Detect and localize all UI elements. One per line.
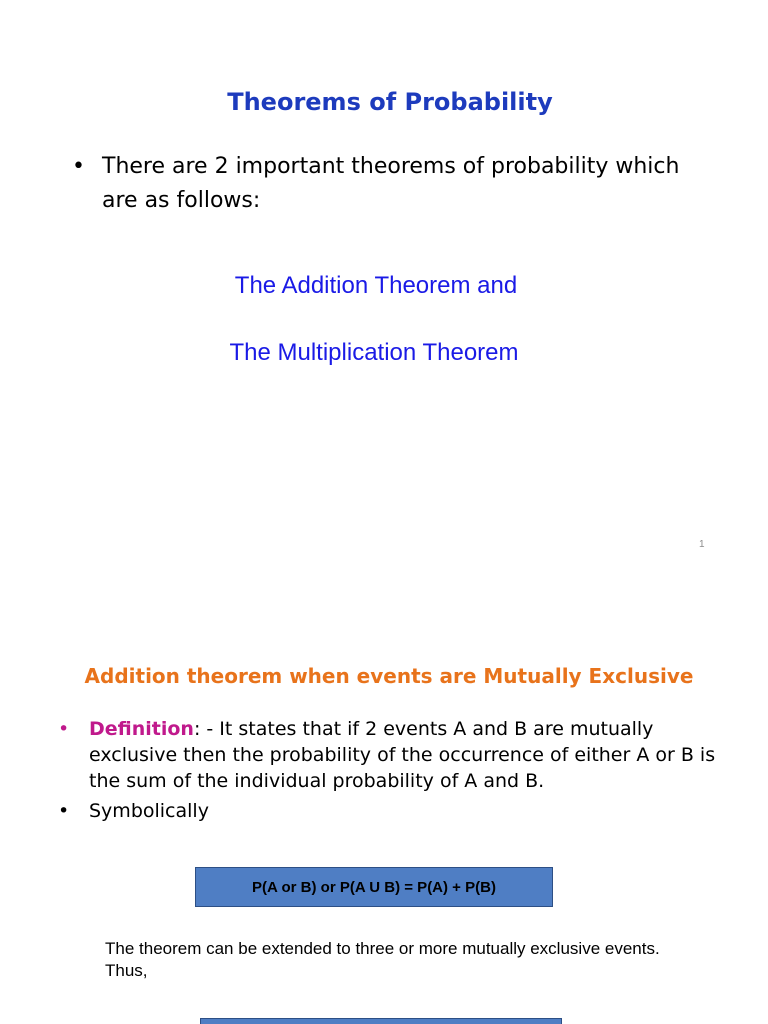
addition-theorem-label: The Addition Theorem and xyxy=(234,272,518,299)
definition-text: : - It states that if 2 events A and B are mutually exclusive then the probability of the occurrence of either A or B is the sum of the individual probability of A and B. xyxy=(89,718,716,792)
bullet-icon: • xyxy=(58,718,70,740)
symbolically-bullet xyxy=(58,798,728,824)
symbolically-text: Symbolically xyxy=(89,800,209,822)
slide-2-title: Addition theorem when events are Mutually Exclusive xyxy=(84,664,694,688)
definition-bullet xyxy=(58,716,728,794)
bullet-text: There are 2 important theorems of probability which are as follows: xyxy=(102,154,680,213)
formula-box xyxy=(195,867,553,907)
formula-box-partial xyxy=(200,1018,562,1024)
bullet-icon: • xyxy=(58,800,70,822)
bullet-icon: • xyxy=(72,154,85,179)
formula-text: P(A or B) or P(A U B) = P(A) + P(B) xyxy=(252,878,496,896)
slide-1-title: Theorems of Probability xyxy=(227,88,553,116)
definition-label: Definition xyxy=(89,718,194,740)
slide-2-bullet-list xyxy=(58,716,728,828)
extension-text: The theorem can be extended to three or more mutually exclusive events. Thus, xyxy=(105,939,660,980)
multiplication-theorem-label: The Multiplication Theorem xyxy=(229,339,519,366)
page-number: 1 xyxy=(699,539,705,550)
slide-2 xyxy=(0,626,768,1024)
